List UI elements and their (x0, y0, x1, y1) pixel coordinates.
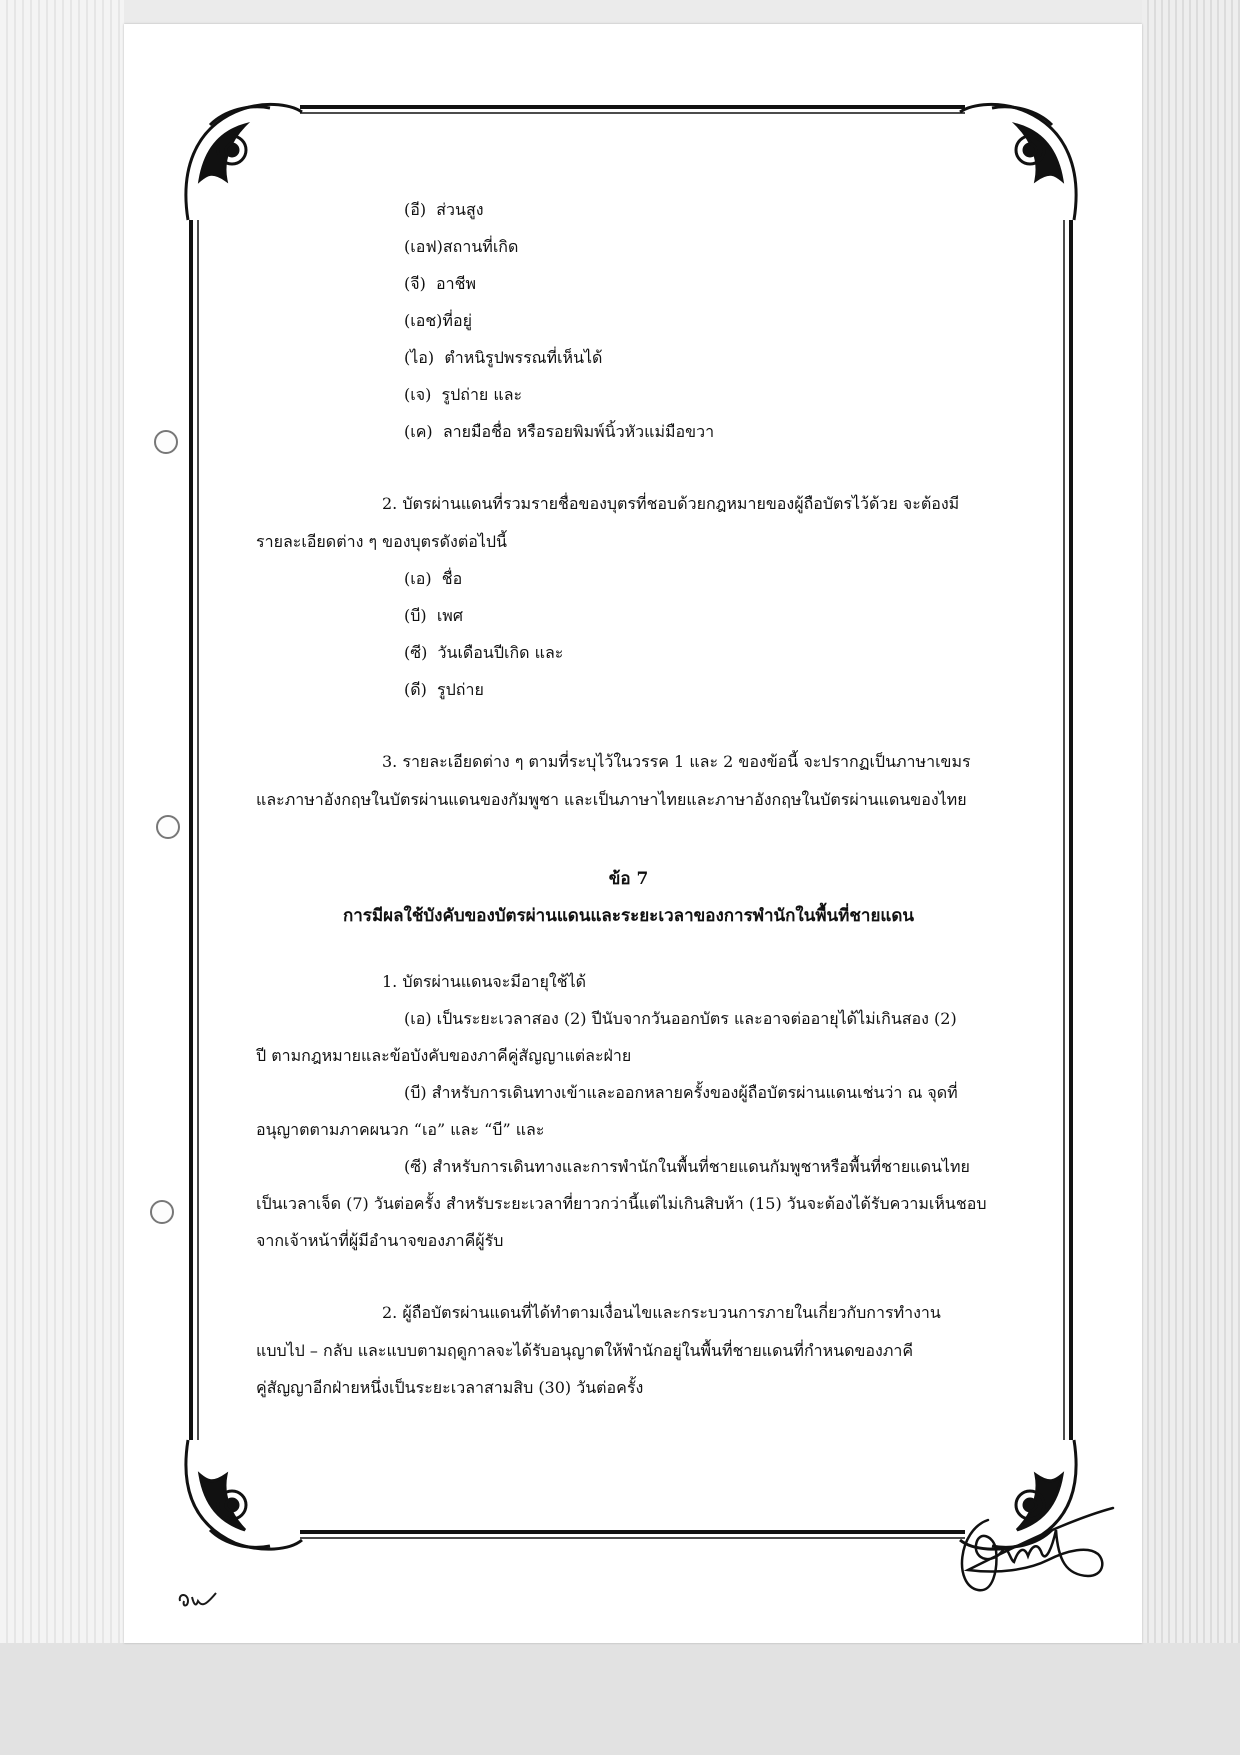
list-item (404, 272, 476, 297)
paragraph-line: ปี ตามกฎหมายและข้อบังคับของภาคีคู่สัญญาแต่ละฝ่าย (256, 1046, 632, 1065)
list-text: ลายมือชื่อ หรือรอยพิมพ์นิ้วหัวแม่มือขวา (442, 422, 715, 441)
paragraph-line: จากเจ้าหน้าที่ผู้มีอำนาจของภาคีผู้รับ (256, 1231, 504, 1250)
list-marker: (ดี) (404, 680, 427, 699)
list-item (404, 604, 463, 629)
list-text: ชื่อ (441, 569, 463, 588)
article-number: ข้อ 7 (608, 869, 649, 889)
paragraph-line: เป็นเวลาเจ็ด (7) วันต่อครั้ง สำหรับระยะเวลาที่ยาวกว่านี้แต่ไม่เกินสิบห้า (15) วันจะต้องได้รับความเห็นชอบ (256, 1194, 987, 1213)
punch-hole (154, 430, 178, 454)
list-marker: (เอฟ) (404, 237, 443, 256)
list-marker: (เอช) (404, 311, 443, 330)
list-text: รูปถ่าย (437, 680, 484, 699)
list-marker: (เจ) (404, 385, 432, 404)
list-marker: (บี) (404, 606, 427, 625)
list-text: เพศ (436, 606, 463, 625)
list-marker: (จี) (404, 274, 426, 293)
punch-hole (150, 1200, 174, 1224)
list-item (404, 235, 518, 260)
list-item (404, 198, 484, 223)
paragraph-line: (เอ) เป็นระยะเวลาสอง (2) ปีนับจากวันออกบัตร และอาจต่ออายุได้ไม่เกินสอง (2) (404, 1009, 957, 1028)
list-text: สถานที่เกิด (442, 237, 519, 256)
scan-margin-left (0, 0, 124, 1755)
signature (948, 1490, 1118, 1610)
article-title: การมีผลใช้บังคับของบัตรผ่านแดนและระยะเวลาของการพำนักในพื้นที่ชายแดน (342, 906, 915, 926)
list-text: วันเดือนปีเกิด และ (437, 643, 564, 662)
handwritten-initials (176, 1587, 226, 1617)
list-marker: (ซี) (404, 643, 428, 662)
list-text: ที่อยู่ (442, 311, 472, 330)
paragraph-line: 2. ผู้ถือบัตรผ่านแดนที่ได้ทำตามเงื่อนไขและกระบวนการภายในเกี่ยวกับการทำงาน (382, 1303, 941, 1322)
punch-hole (156, 815, 180, 839)
paragraph-line: อนุญาตตามภาคผนวก “เอ” และ “บี” และ (256, 1120, 545, 1139)
paragraph-line: รายละเอียดต่าง ๆ ของบุตรดังต่อไปนี้ (256, 532, 507, 551)
list-item (404, 383, 522, 408)
scan-margin-right (1142, 0, 1240, 1755)
paragraph-line: 3. รายละเอียดต่าง ๆ ตามที่ระบุไว้ในวรรค 1 และ 2 ของข้อนี้ จะปรากฏเป็นภาษาเขมร (382, 752, 971, 771)
list-text: รูปถ่าย และ (441, 385, 523, 404)
paragraph-line: คู่สัญญาอีกฝ่ายหนึ่งเป็นระยะเวลาสามสิบ (30) วันต่อครั้ง (256, 1378, 644, 1397)
paragraph-line: และภาษาอังกฤษในบัตรผ่านแดนของกัมพูชา และเป็นภาษาไทยและภาษาอังกฤษในบัตรผ่านแดนของไทย (256, 790, 967, 809)
list-item (404, 420, 714, 445)
paragraph-line: 2. บัตรผ่านแดนที่รวมรายชื่อของบุตรที่ชอบด้วยกฎหมายของผู้ถือบัตรไว้ด้วย จะต้องมี (382, 494, 960, 513)
list-text: ส่วนสูง (436, 200, 484, 219)
paragraph-line: 1. บัตรผ่านแดนจะมีอายุใช้ได้ (382, 972, 587, 991)
list-marker: (เอ) (404, 569, 432, 588)
list-item (404, 641, 563, 666)
list-marker: (อี) (404, 200, 427, 219)
list-item (404, 678, 484, 703)
scan-margin-bottom (0, 1643, 1240, 1755)
list-marker: (เค) (404, 422, 433, 441)
paragraph-line: (บี) สำหรับการเดินทางเข้าและออกหลายครั้งของผู้ถือบัตรผ่านแดนเช่นว่า ณ จุดที่ (404, 1083, 958, 1102)
list-item (404, 346, 602, 371)
list-item (404, 309, 472, 334)
paragraph-line: (ซี) สำหรับการเดินทางและการพำนักในพื้นที่ชายแดนกัมพูชาหรือพื้นที่ชายแดนไทย (404, 1157, 970, 1176)
list-text: ตำหนิรูปพรรณที่เห็นได้ (444, 348, 603, 367)
list-text: อาชีพ (436, 274, 477, 293)
list-item (404, 567, 462, 592)
paragraph-line: แบบไป – กลับ และแบบตามฤดูกาลจะได้รับอนุญาตให้พำนักอยู่ในพื้นที่ชายแดนที่กำหนดของภาคี (256, 1341, 914, 1360)
list-marker: (ไอ) (404, 348, 435, 367)
